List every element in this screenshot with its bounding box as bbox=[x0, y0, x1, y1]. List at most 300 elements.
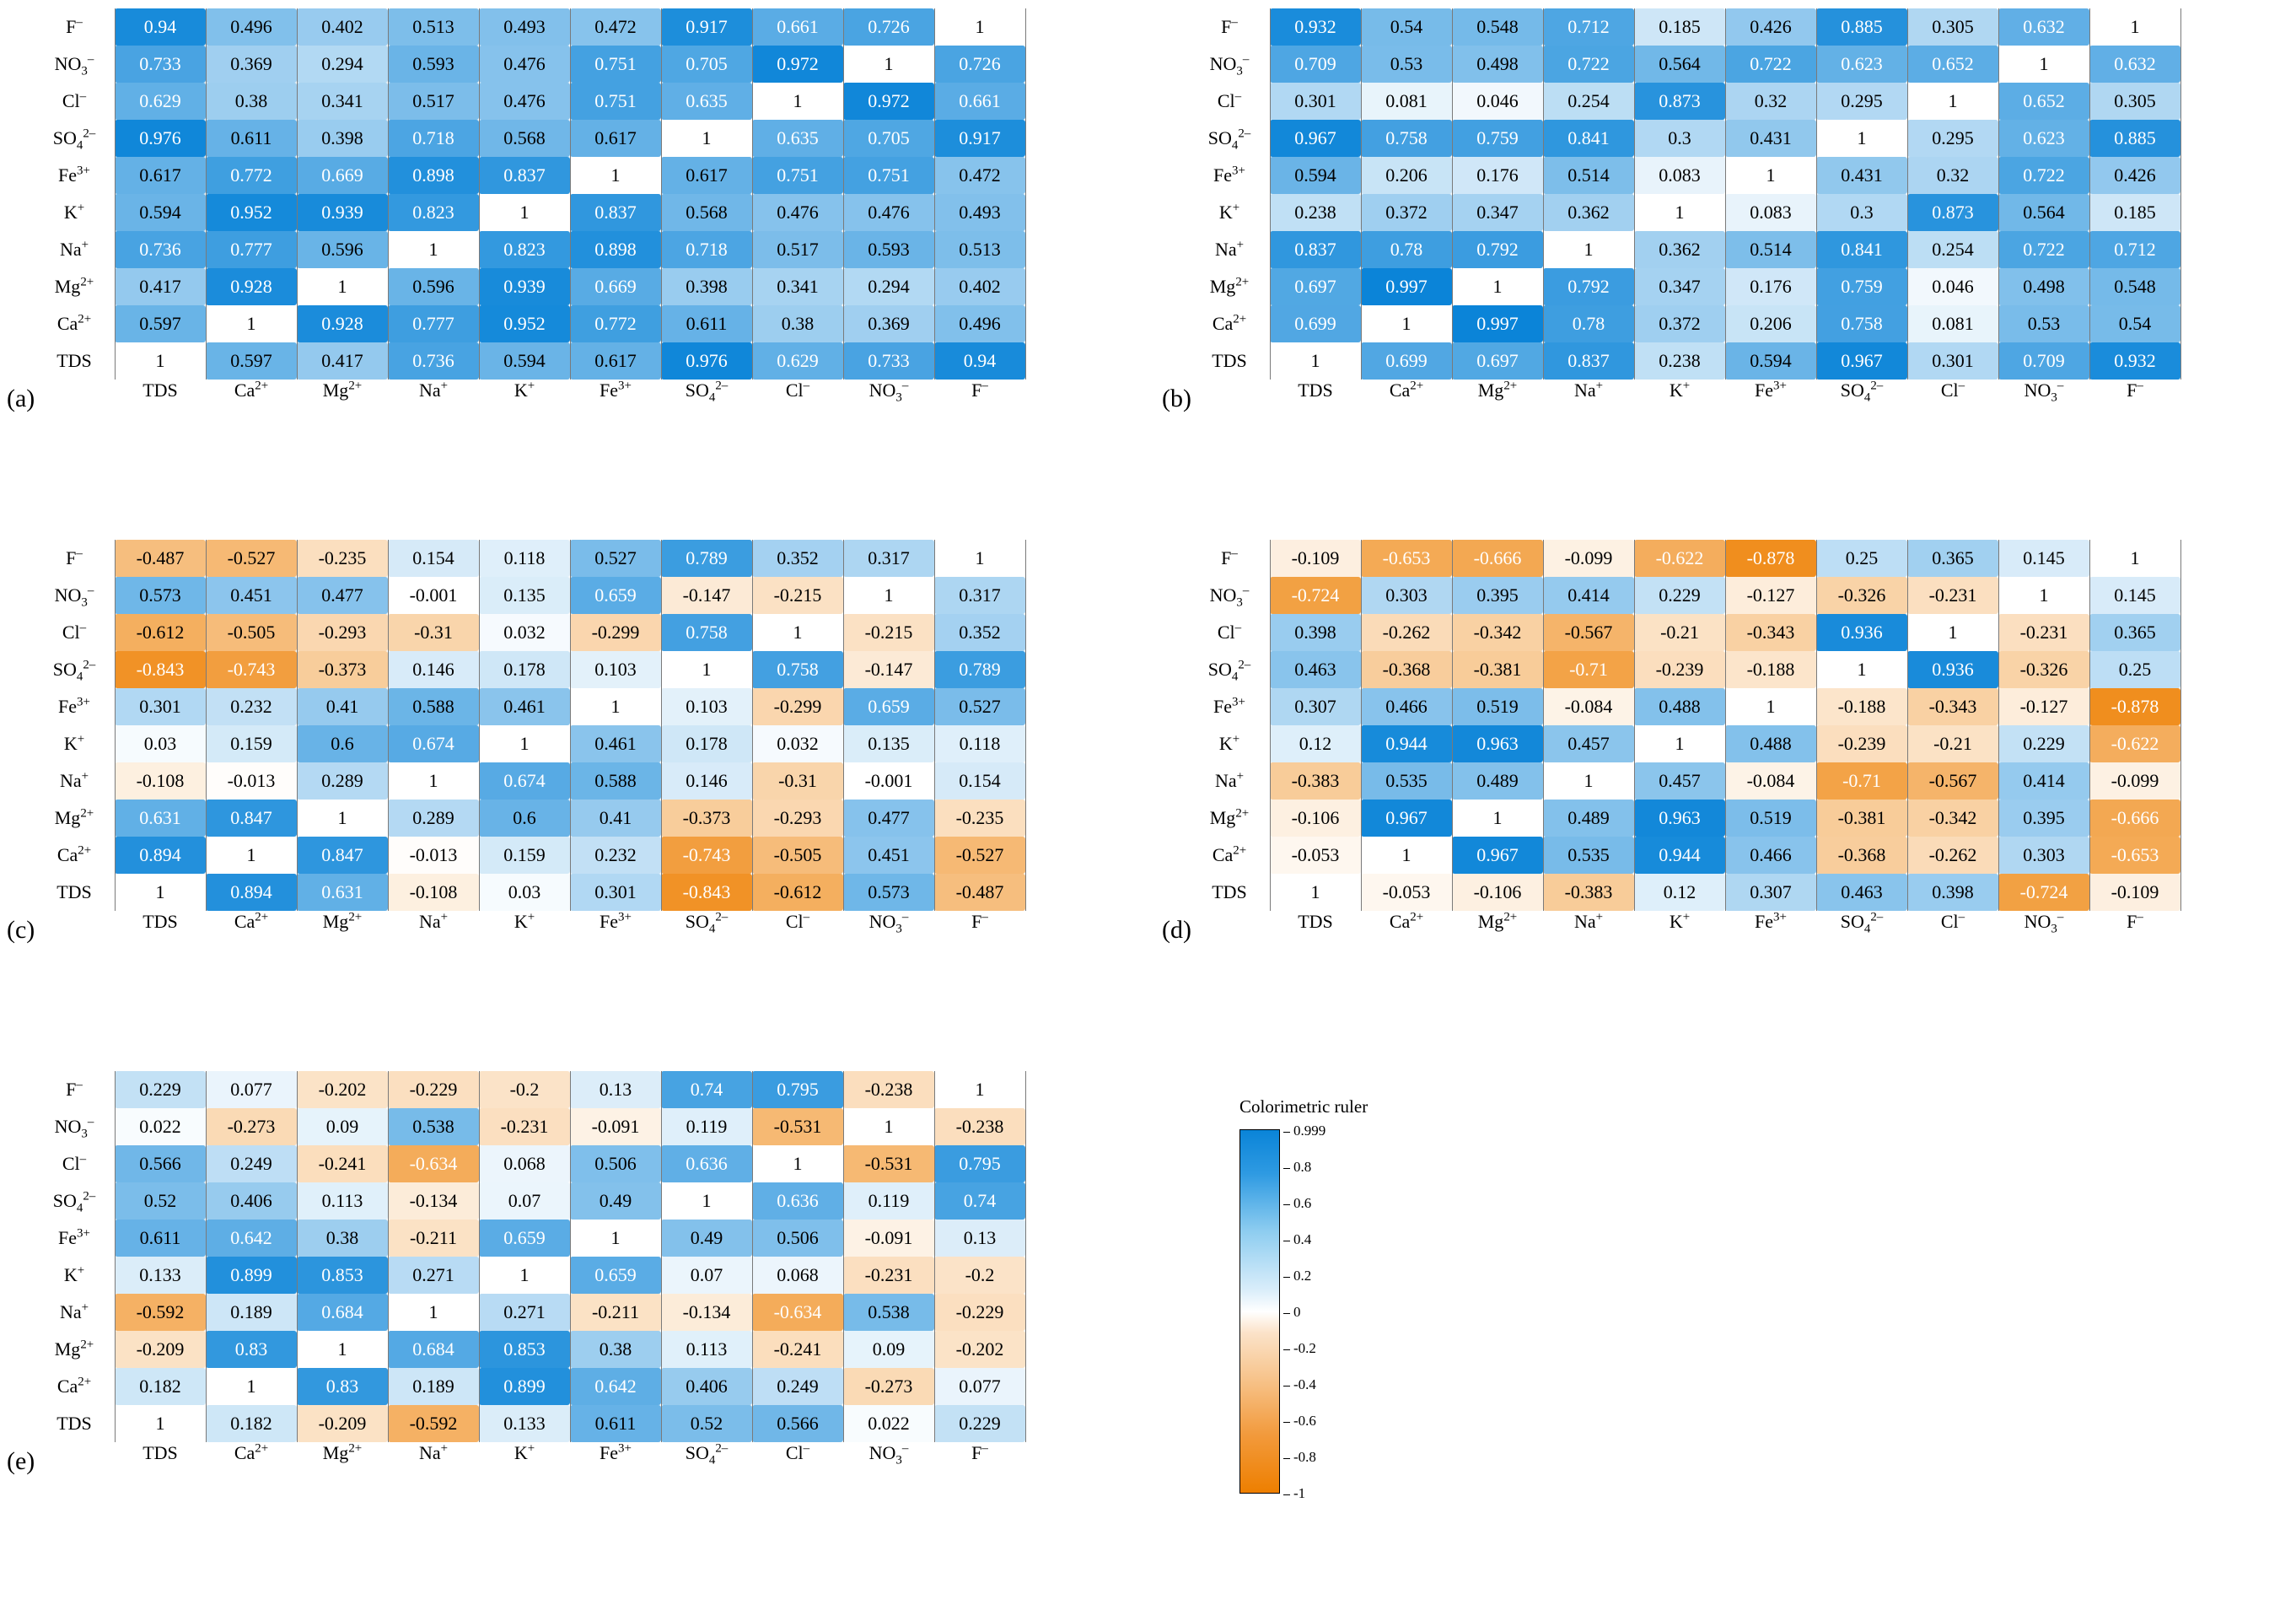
matrix-cell: 1 bbox=[155, 1413, 165, 1434]
matrix-cell: 0.928 bbox=[297, 305, 388, 342]
matrix-cell: 0.594 bbox=[479, 342, 570, 380]
column-label-Ca2+: $Ca^{2+}$ bbox=[1389, 910, 1424, 932]
matrix-cell: -0.843 bbox=[661, 874, 752, 911]
column-label-TDS: TDS bbox=[142, 380, 178, 401]
matrix-cell: 0.477 bbox=[297, 577, 388, 614]
matrix-cell: 0.38 bbox=[297, 1220, 388, 1257]
matrix-cell: 0.94 bbox=[934, 342, 1025, 380]
grid-separator bbox=[1725, 540, 1726, 911]
table-row bbox=[1189, 651, 2180, 688]
matrix-cell: 0.944 bbox=[1361, 725, 1452, 762]
matrix-cell: 0.295 bbox=[1907, 120, 1998, 157]
grid-separator bbox=[206, 1071, 207, 1442]
table-row bbox=[34, 1368, 1025, 1405]
matrix-cell: 0.722 bbox=[1998, 157, 2089, 194]
matrix-cell: -0.001 bbox=[388, 577, 479, 614]
matrix-cell: 0.519 bbox=[1452, 688, 1543, 725]
matrix-cell: 0.301 bbox=[1270, 83, 1361, 120]
row-label-SO42-: $SO_4^{2-}$ bbox=[52, 127, 96, 153]
grid-separator bbox=[388, 1071, 389, 1442]
matrix-cell: 1 bbox=[975, 547, 985, 568]
matrix-cell: 0.119 bbox=[843, 1182, 934, 1220]
matrix-cell: 0.837 bbox=[1543, 342, 1634, 380]
matrix-cell: 0.41 bbox=[570, 800, 661, 837]
matrix-cell: 1 bbox=[1584, 239, 1594, 260]
matrix-cell: -0.209 bbox=[297, 1405, 388, 1442]
matrix-cell: 0.145 bbox=[1998, 540, 2089, 577]
matrix-cell: -0.567 bbox=[1907, 762, 1998, 800]
grid-separator bbox=[2180, 8, 2181, 380]
matrix-cell: 0.94 bbox=[115, 8, 206, 46]
matrix-cell: 1 bbox=[702, 659, 712, 680]
matrix-cell: 1 bbox=[1857, 127, 1867, 148]
grid-separator bbox=[1270, 8, 1271, 380]
grid-separator bbox=[843, 8, 844, 380]
matrix-cell: -0.231 bbox=[479, 1108, 570, 1145]
matrix-cell: 0.513 bbox=[934, 231, 1025, 268]
column-label-F-: F– bbox=[971, 379, 988, 401]
matrix-cell: 0.451 bbox=[206, 577, 297, 614]
column-label-Na+: Na+ bbox=[1573, 379, 1604, 401]
matrix-cell: 0.635 bbox=[661, 83, 752, 120]
legend-tick: 0.4 bbox=[1283, 1231, 1311, 1248]
row-label-Cl-: Cl– bbox=[62, 1152, 87, 1174]
column-header-row bbox=[1189, 911, 2180, 933]
matrix-cell: 0.496 bbox=[934, 305, 1025, 342]
row-label-TDS: TDS bbox=[56, 881, 92, 902]
matrix-cell: -0.127 bbox=[1998, 688, 2089, 725]
column-label-NO3-: $NO_3^-$ bbox=[868, 1441, 909, 1467]
column-label-NO3-: $NO_3^-$ bbox=[2024, 910, 2064, 936]
matrix-cell: 0.514 bbox=[1725, 231, 1816, 268]
matrix-cell: 1 bbox=[1492, 807, 1503, 828]
matrix-cell: 0.963 bbox=[1452, 725, 1543, 762]
table-row bbox=[1189, 305, 2180, 342]
row-label-Na+: Na+ bbox=[59, 769, 89, 791]
column-label-Cl-: Cl– bbox=[1940, 910, 1965, 932]
table-row bbox=[34, 1331, 1025, 1368]
matrix-cell: 0.594 bbox=[1270, 157, 1361, 194]
matrix-cell: 0.674 bbox=[479, 762, 570, 800]
matrix-cell: -0.878 bbox=[2089, 688, 2180, 725]
matrix-cell: 0.372 bbox=[1634, 305, 1725, 342]
matrix-cell: 0.853 bbox=[479, 1331, 570, 1368]
matrix-cell: 0.03 bbox=[115, 725, 206, 762]
matrix-cell: -0.229 bbox=[934, 1294, 1025, 1331]
column-label-Fe3+: $Fe^{3+}$ bbox=[600, 910, 632, 932]
matrix-cell: 0.229 bbox=[934, 1405, 1025, 1442]
column-label-SO42-: $SO_4^{2-}$ bbox=[685, 1441, 729, 1467]
matrix-cell: 0.352 bbox=[752, 540, 843, 577]
matrix-cell: -0.743 bbox=[661, 837, 752, 874]
matrix-cell: 0.517 bbox=[752, 231, 843, 268]
grid-separator bbox=[1998, 8, 1999, 380]
column-label-TDS: TDS bbox=[142, 1442, 178, 1463]
matrix-cell: 0.301 bbox=[570, 874, 661, 911]
matrix-cell: 0.113 bbox=[661, 1331, 752, 1368]
matrix-cell: 0.189 bbox=[388, 1368, 479, 1405]
row-label-Ca2+: $Ca^{2+}$ bbox=[56, 1375, 92, 1397]
correlation-matrix-b bbox=[1189, 8, 2180, 405]
matrix-cell: 0.046 bbox=[1907, 268, 1998, 305]
matrix-cell: 1 bbox=[246, 844, 256, 865]
matrix-cell: 0.472 bbox=[570, 8, 661, 46]
matrix-cell: 0.317 bbox=[934, 577, 1025, 614]
matrix-cell: 0.365 bbox=[2089, 614, 2180, 651]
matrix-cell: -0.743 bbox=[206, 651, 297, 688]
grid-separator bbox=[1025, 1071, 1026, 1442]
grid-separator bbox=[752, 1071, 753, 1442]
matrix-cell: 0.431 bbox=[1816, 157, 1907, 194]
matrix-cell: 0.352 bbox=[934, 614, 1025, 651]
matrix-cell: 0.705 bbox=[661, 46, 752, 83]
matrix-cell: 0.03 bbox=[479, 874, 570, 911]
grid-separator bbox=[479, 540, 480, 911]
matrix-cell: 1 bbox=[337, 1338, 347, 1360]
matrix-cell: 0.38 bbox=[752, 305, 843, 342]
matrix-cell: 0.712 bbox=[2089, 231, 2180, 268]
matrix-cell: 0.488 bbox=[1634, 688, 1725, 725]
matrix-cell: -0.653 bbox=[2089, 837, 2180, 874]
matrix-cell: 0.54 bbox=[2089, 305, 2180, 342]
matrix-cell: 0.705 bbox=[843, 120, 934, 157]
matrix-cell: 1 bbox=[1766, 696, 1776, 717]
panel-c bbox=[7, 540, 1025, 944]
grid-separator bbox=[570, 8, 571, 380]
matrix-cell: 0.398 bbox=[1907, 874, 1998, 911]
table-row bbox=[34, 157, 1025, 194]
matrix-cell: 0.712 bbox=[1543, 8, 1634, 46]
matrix-cell: 0.182 bbox=[115, 1368, 206, 1405]
table-row bbox=[1189, 46, 2180, 83]
row-label-F-: F– bbox=[66, 15, 83, 37]
matrix-cell: 0.642 bbox=[570, 1368, 661, 1405]
column-label-NO3-: $NO_3^-$ bbox=[868, 379, 909, 405]
row-label-NO3-: $NO_3^-$ bbox=[54, 1115, 94, 1141]
matrix-cell: 0.52 bbox=[661, 1405, 752, 1442]
row-label-Na+: Na+ bbox=[1214, 769, 1245, 791]
matrix-cell: 0.506 bbox=[570, 1145, 661, 1182]
matrix-cell: -0.231 bbox=[1907, 577, 1998, 614]
matrix-cell: -0.724 bbox=[1270, 577, 1361, 614]
legend-title: Colorimetric ruler bbox=[1239, 1096, 1368, 1117]
matrix-cell: -0.326 bbox=[1998, 651, 2089, 688]
matrix-cell: -0.084 bbox=[1543, 688, 1634, 725]
grid-separator bbox=[2180, 540, 2181, 911]
matrix-cell: -0.293 bbox=[297, 614, 388, 651]
matrix-cell: 0.573 bbox=[843, 874, 934, 911]
matrix-cell: -0.342 bbox=[1452, 614, 1543, 651]
matrix-cell: 0.777 bbox=[388, 305, 479, 342]
matrix-cell: 1 bbox=[2039, 584, 2049, 606]
matrix-cell: 0.517 bbox=[388, 83, 479, 120]
table-row bbox=[34, 614, 1025, 651]
row-label-SO42-: $SO_4^{2-}$ bbox=[1207, 658, 1251, 684]
matrix-cell: 0.932 bbox=[1270, 8, 1361, 46]
matrix-cell: 0.25 bbox=[1816, 540, 1907, 577]
matrix-cell: 0.535 bbox=[1543, 837, 1634, 874]
matrix-cell: 0.823 bbox=[479, 231, 570, 268]
matrix-cell: 0.307 bbox=[1725, 874, 1816, 911]
table-row bbox=[1189, 540, 2180, 577]
matrix-cell: 0.952 bbox=[206, 194, 297, 231]
matrix-cell: 0.022 bbox=[843, 1405, 934, 1442]
matrix-cell: 1 bbox=[1310, 881, 1320, 902]
matrix-cell: 0.493 bbox=[934, 194, 1025, 231]
row-label-Fe3+: $Fe^{3+}$ bbox=[1213, 695, 1245, 717]
matrix-cell: 0.229 bbox=[1998, 725, 2089, 762]
legend-tick: 0 bbox=[1283, 1304, 1301, 1321]
matrix-cell: 0.341 bbox=[752, 268, 843, 305]
matrix-cell: 0.661 bbox=[752, 8, 843, 46]
table-row bbox=[1189, 688, 2180, 725]
panel-e bbox=[7, 1071, 1025, 1475]
matrix-cell: 0.564 bbox=[1998, 194, 2089, 231]
grid-separator bbox=[1816, 8, 1817, 380]
matrix-cell: -0.231 bbox=[843, 1257, 934, 1294]
matrix-cell: -0.505 bbox=[752, 837, 843, 874]
matrix-cell: 0.12 bbox=[1634, 874, 1725, 911]
matrix-cell: 0.159 bbox=[479, 837, 570, 874]
column-label-F-: F– bbox=[2127, 379, 2143, 401]
matrix-cell: 0.597 bbox=[206, 342, 297, 380]
matrix-cell: 0.206 bbox=[1361, 157, 1452, 194]
matrix-cell: 0.976 bbox=[661, 342, 752, 380]
row-label-Ca2+: $Ca^{2+}$ bbox=[1212, 312, 1247, 334]
matrix-cell: 0.154 bbox=[934, 762, 1025, 800]
row-label-F-: F– bbox=[66, 1078, 83, 1100]
table-row bbox=[1189, 120, 2180, 157]
correlation-matrix-a bbox=[34, 8, 1025, 405]
matrix-cell: 0.659 bbox=[843, 688, 934, 725]
matrix-cell: 0.873 bbox=[1634, 83, 1725, 120]
matrix-cell: 0.249 bbox=[752, 1368, 843, 1405]
matrix-cell: -0.013 bbox=[388, 837, 479, 874]
matrix-cell: 0.593 bbox=[388, 46, 479, 83]
matrix-cell: 0.466 bbox=[1725, 837, 1816, 874]
table-row bbox=[34, 874, 1025, 911]
matrix-cell: 0.369 bbox=[206, 46, 297, 83]
matrix-cell: 0.206 bbox=[1725, 305, 1816, 342]
matrix-cell: 0.254 bbox=[1907, 231, 1998, 268]
matrix-cell: 0.697 bbox=[1452, 342, 1543, 380]
row-label-NO3-: $NO_3^-$ bbox=[1209, 584, 1250, 610]
row-label-Cl-: Cl– bbox=[1217, 621, 1242, 643]
column-header-row bbox=[34, 911, 1025, 933]
grid-separator bbox=[1361, 8, 1362, 380]
matrix-cell: 0.6 bbox=[297, 725, 388, 762]
matrix-cell: 1 bbox=[428, 1301, 438, 1322]
column-label-Fe3+: $Fe^{3+}$ bbox=[1755, 379, 1787, 401]
matrix-cell: 1 bbox=[1675, 733, 1685, 754]
matrix-cell: 0.939 bbox=[479, 268, 570, 305]
matrix-cell: 0.593 bbox=[843, 231, 934, 268]
matrix-cell: 0.967 bbox=[1361, 800, 1452, 837]
matrix-cell: 0.289 bbox=[388, 800, 479, 837]
matrix-cell: 0.417 bbox=[297, 342, 388, 380]
matrix-cell: 0.617 bbox=[570, 342, 661, 380]
matrix-cell: 0.795 bbox=[934, 1145, 1025, 1182]
column-label-TDS: TDS bbox=[1298, 380, 1333, 401]
matrix-cell: 0.898 bbox=[570, 231, 661, 268]
matrix-cell: 0.081 bbox=[1907, 305, 1998, 342]
row-label-Cl-: Cl– bbox=[62, 89, 87, 111]
matrix-cell: 0.568 bbox=[661, 194, 752, 231]
matrix-cell: 0.3 bbox=[1816, 194, 1907, 231]
column-label-F-: F– bbox=[2127, 910, 2143, 932]
matrix-cell: 1 bbox=[337, 807, 347, 828]
table-row bbox=[34, 651, 1025, 688]
matrix-cell: 0.135 bbox=[479, 577, 570, 614]
row-label-Na+: Na+ bbox=[59, 1300, 89, 1322]
grid-separator bbox=[1543, 8, 1544, 380]
colorimetric-legend bbox=[1239, 1096, 1368, 1501]
table-row bbox=[34, 1108, 1025, 1145]
panel-tag: (e) bbox=[7, 1447, 35, 1475]
column-label-Mg2+: $Mg^{2+}$ bbox=[1477, 910, 1518, 932]
row-label-Cl-: Cl– bbox=[62, 621, 87, 643]
matrix-cell: 1 bbox=[428, 239, 438, 260]
matrix-cell: 0.103 bbox=[570, 651, 661, 688]
correlation-matrix-d bbox=[1189, 540, 2180, 936]
matrix-cell: -0.211 bbox=[388, 1220, 479, 1257]
matrix-cell: 0.514 bbox=[1543, 157, 1634, 194]
grid-separator bbox=[843, 1071, 844, 1442]
row-label-Na+: Na+ bbox=[1214, 238, 1245, 260]
table-row bbox=[1189, 268, 2180, 305]
matrix-cell: 0.722 bbox=[1543, 46, 1634, 83]
column-label-Mg2+: $Mg^{2+}$ bbox=[1477, 379, 1518, 401]
column-label-Fe3+: $Fe^{3+}$ bbox=[600, 379, 632, 401]
matrix-cell: -0.326 bbox=[1816, 577, 1907, 614]
matrix-wrapper bbox=[1162, 8, 2180, 412]
legend-tick: 0.2 bbox=[1283, 1268, 1311, 1284]
matrix-cell: 0.894 bbox=[206, 874, 297, 911]
grid-separator bbox=[1543, 540, 1544, 911]
matrix-cell: 0.899 bbox=[206, 1257, 297, 1294]
matrix-cell: 0.596 bbox=[297, 231, 388, 268]
matrix-cell: 0.74 bbox=[661, 1071, 752, 1108]
matrix-cell: 1 bbox=[155, 881, 165, 902]
grid-separator bbox=[115, 540, 116, 911]
matrix-cell: 0.751 bbox=[843, 157, 934, 194]
panel-a bbox=[7, 8, 1025, 412]
matrix-cell: -0.612 bbox=[752, 874, 843, 911]
matrix-cell: 0.135 bbox=[843, 725, 934, 762]
matrix-cell: 0.661 bbox=[934, 83, 1025, 120]
matrix-cell: 0.629 bbox=[115, 83, 206, 120]
column-label-Ca2+: $Ca^{2+}$ bbox=[234, 910, 269, 932]
table-row bbox=[34, 194, 1025, 231]
matrix-cell: 0.772 bbox=[206, 157, 297, 194]
matrix-cell: -0.487 bbox=[934, 874, 1025, 911]
matrix-cell: 0.13 bbox=[934, 1220, 1025, 1257]
matrix-cell: 0.189 bbox=[206, 1294, 297, 1331]
grid-separator bbox=[115, 8, 116, 380]
grid-separator bbox=[1634, 8, 1635, 380]
matrix-wrapper bbox=[7, 540, 1025, 944]
matrix-cell: -0.505 bbox=[206, 614, 297, 651]
matrix-cell: 0.709 bbox=[1998, 342, 2089, 380]
row-label-Ca2+: $Ca^{2+}$ bbox=[56, 312, 92, 334]
column-label-SO42-: $SO_4^{2-}$ bbox=[1840, 379, 1884, 405]
matrix-cell: 0.53 bbox=[1361, 46, 1452, 83]
row-label-SO42-: $SO_4^{2-}$ bbox=[1207, 127, 1251, 153]
legend-tick: 0.6 bbox=[1283, 1195, 1311, 1212]
matrix-cell: 0.758 bbox=[661, 614, 752, 651]
matrix-cell: 0.476 bbox=[479, 83, 570, 120]
matrix-cell: 0.032 bbox=[479, 614, 570, 651]
matrix-cell: 0.476 bbox=[752, 194, 843, 231]
row-label-Cl-: Cl– bbox=[1217, 89, 1242, 111]
matrix-cell: -0.299 bbox=[752, 688, 843, 725]
table-row bbox=[34, 1257, 1025, 1294]
matrix-cell: 0.538 bbox=[388, 1108, 479, 1145]
table-row bbox=[34, 83, 1025, 120]
matrix-cell: 0.406 bbox=[661, 1368, 752, 1405]
corner-spacer bbox=[34, 380, 115, 401]
column-label-Mg2+: $Mg^{2+}$ bbox=[322, 910, 363, 932]
column-label-Cl-: Cl– bbox=[785, 1441, 810, 1463]
row-label-TDS: TDS bbox=[1212, 881, 1247, 902]
grid-separator bbox=[479, 1071, 480, 1442]
grid-separator bbox=[1025, 540, 1026, 911]
matrix-cell: 0.077 bbox=[934, 1368, 1025, 1405]
matrix-cell: 0.597 bbox=[115, 305, 206, 342]
row-label-K+: K+ bbox=[1218, 201, 1240, 223]
matrix-cell: 0.873 bbox=[1907, 194, 1998, 231]
matrix-cell: 0.669 bbox=[570, 268, 661, 305]
matrix-cell: 1 bbox=[702, 1190, 712, 1211]
matrix-cell: -0.531 bbox=[752, 1108, 843, 1145]
matrix-cell: 0.632 bbox=[1998, 8, 2089, 46]
matrix-cell: 0.617 bbox=[661, 157, 752, 194]
matrix-cell: -0.724 bbox=[1998, 874, 2089, 911]
matrix-cell: -0.239 bbox=[1634, 651, 1725, 688]
matrix-cell: 0.133 bbox=[115, 1257, 206, 1294]
matrix-cell: 0.527 bbox=[570, 540, 661, 577]
matrix-cell: -0.235 bbox=[297, 540, 388, 577]
matrix-cell: 0.362 bbox=[1543, 194, 1634, 231]
matrix-cell: 0.07 bbox=[661, 1257, 752, 1294]
matrix-wrapper bbox=[7, 1071, 1025, 1475]
legend-tick: -0.6 bbox=[1283, 1413, 1316, 1430]
column-label-SO42-: $SO_4^{2-}$ bbox=[685, 910, 729, 936]
matrix-cell: 0.295 bbox=[1816, 83, 1907, 120]
matrix-cell: -0.373 bbox=[297, 651, 388, 688]
column-label-SO42-: $SO_4^{2-}$ bbox=[1840, 910, 1884, 936]
matrix-cell: 0.847 bbox=[206, 800, 297, 837]
matrix-cell: 0.185 bbox=[1634, 8, 1725, 46]
matrix-cell: -0.343 bbox=[1725, 614, 1816, 651]
matrix-cell: 0.841 bbox=[1543, 120, 1634, 157]
matrix-cell: 0.53 bbox=[1998, 305, 2089, 342]
matrix-cell: 0.684 bbox=[388, 1331, 479, 1368]
matrix-cell: -0.878 bbox=[1725, 540, 1816, 577]
table-row bbox=[1189, 157, 2180, 194]
row-label-NO3-: $NO_3^-$ bbox=[54, 52, 94, 78]
grid-separator bbox=[1361, 540, 1362, 911]
matrix-cell: 0.789 bbox=[934, 651, 1025, 688]
matrix-cell: 0.527 bbox=[934, 688, 1025, 725]
matrix-cell: 0.898 bbox=[388, 157, 479, 194]
grid-separator bbox=[1816, 540, 1817, 911]
grid-separator bbox=[570, 540, 571, 911]
matrix-cell: 0.232 bbox=[206, 688, 297, 725]
matrix-cell: 0.289 bbox=[297, 762, 388, 800]
matrix-cell: 0.823 bbox=[388, 194, 479, 231]
matrix-cell: 1 bbox=[610, 696, 621, 717]
